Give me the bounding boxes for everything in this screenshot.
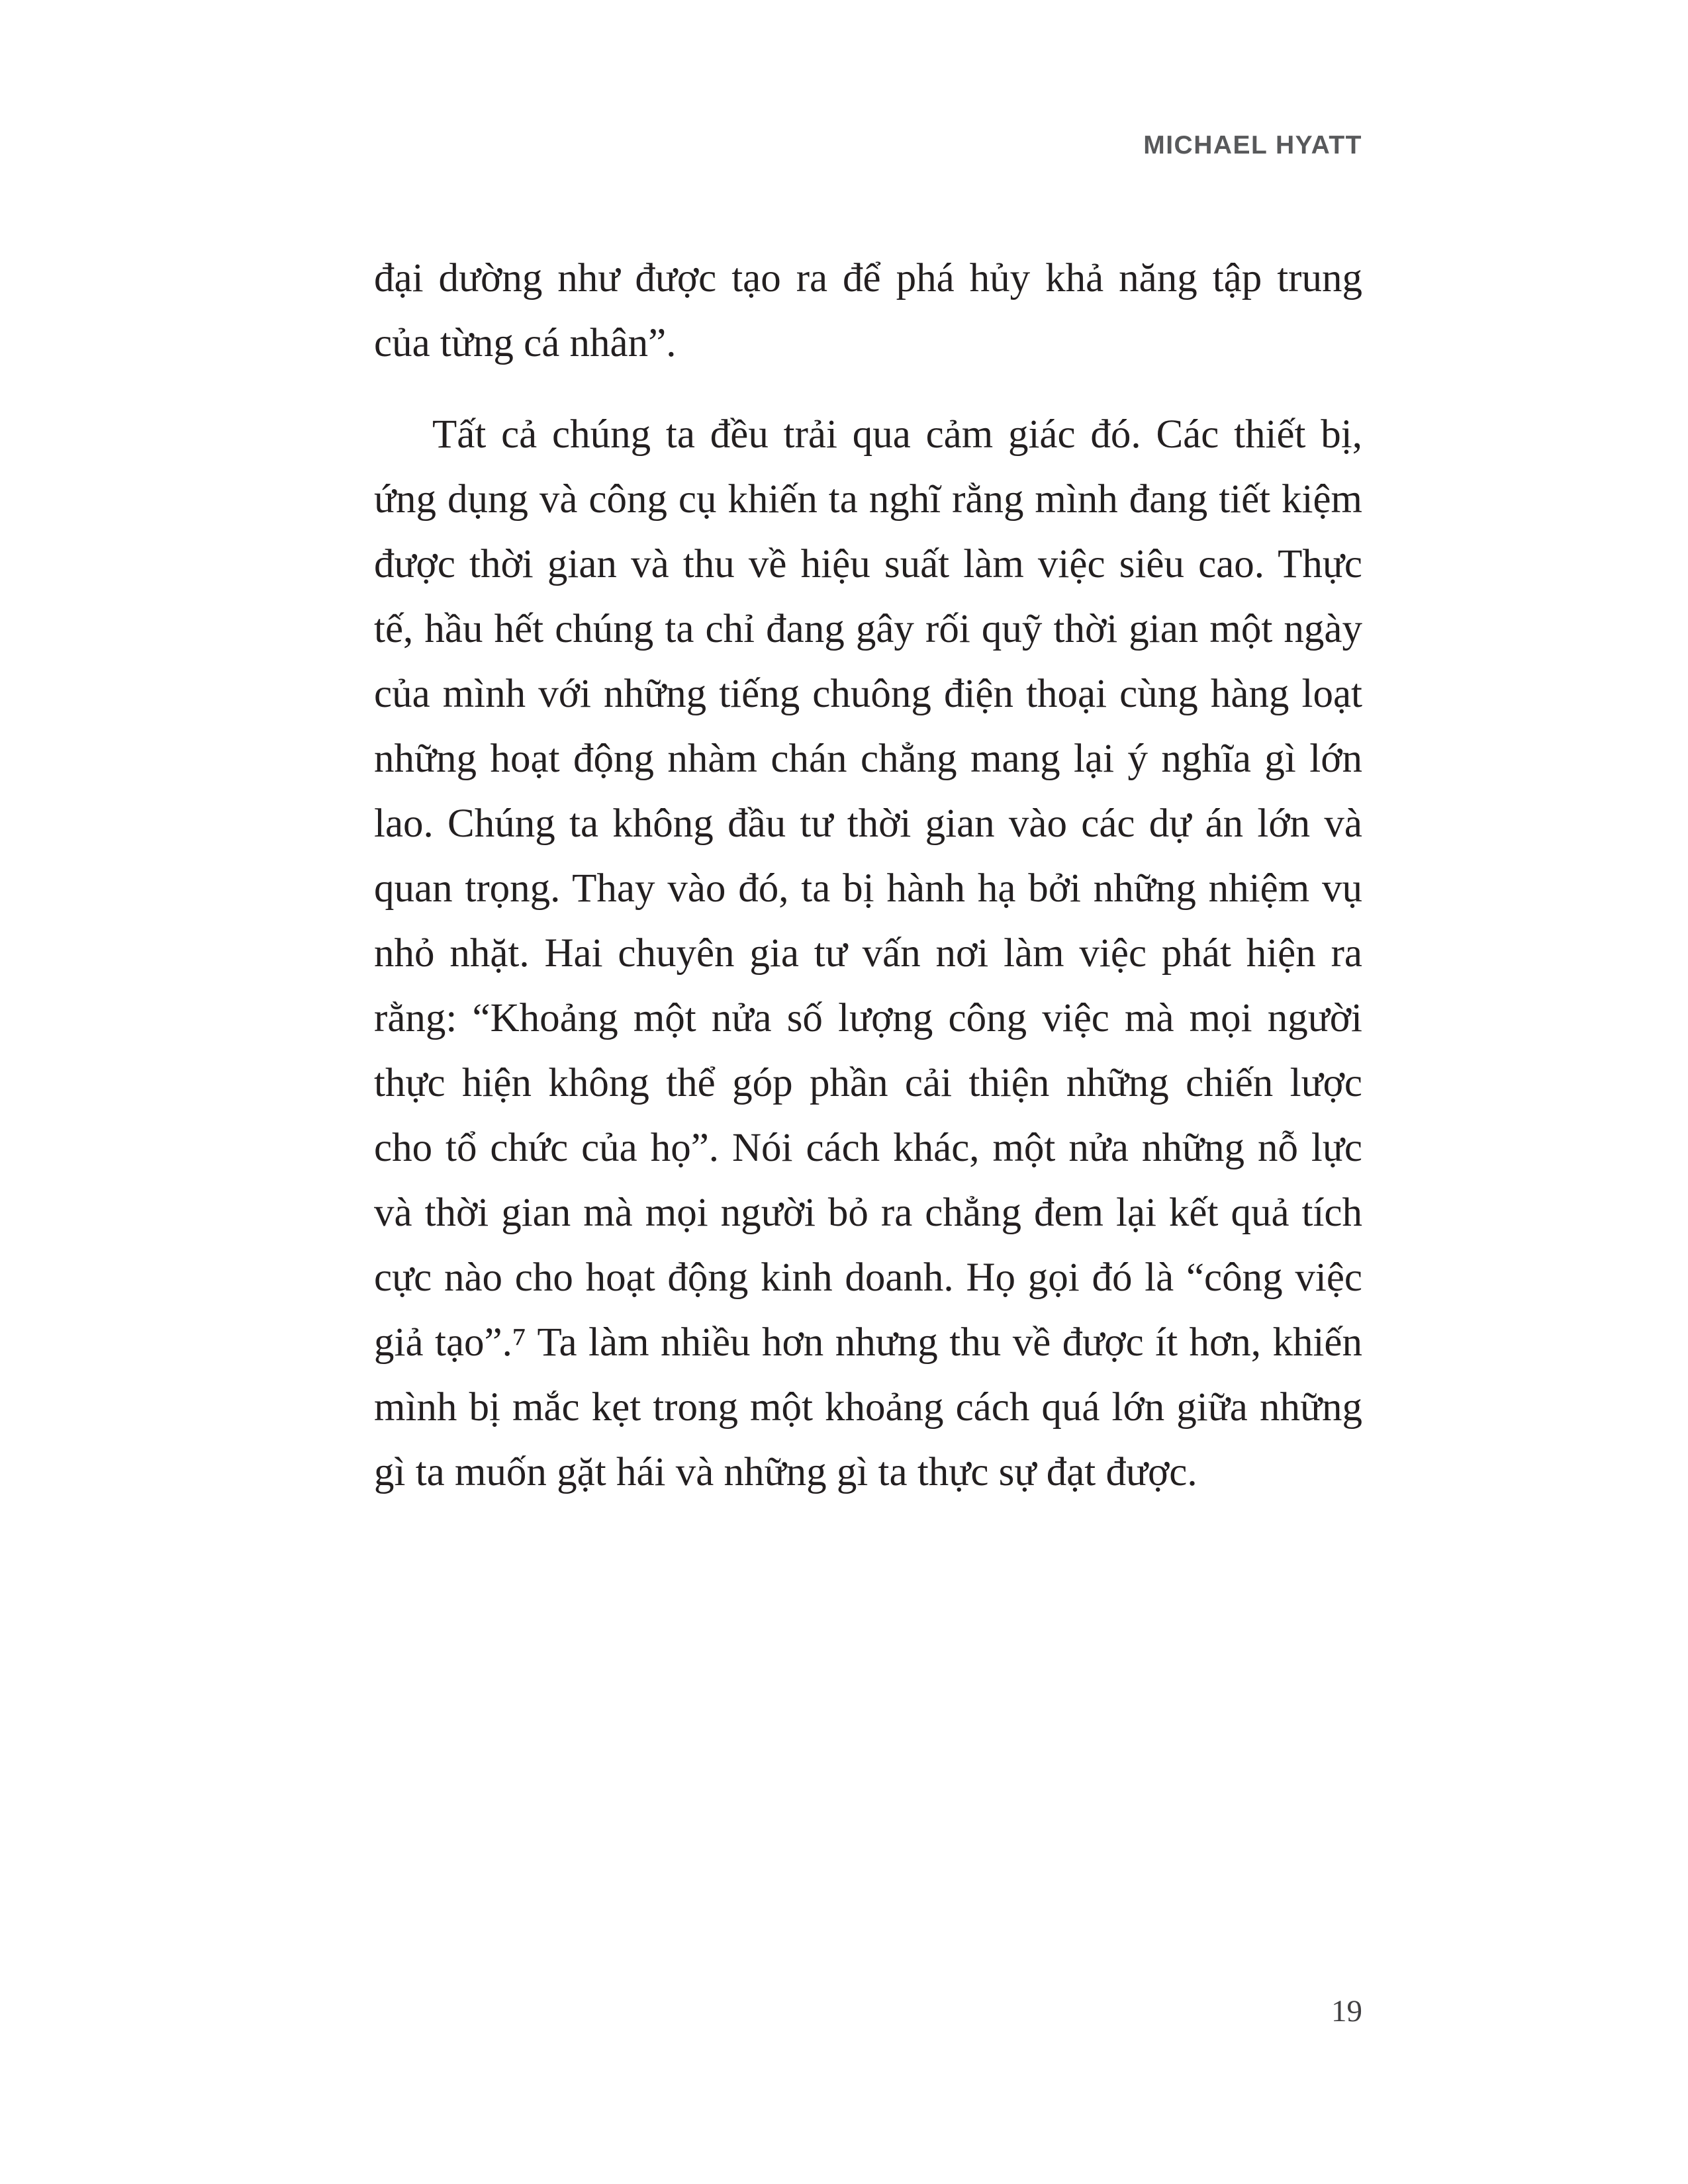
body-text (374, 246, 1362, 1505)
page-number: 19 (1331, 1994, 1362, 2028)
running-head-author: MICHAEL HYATT (1143, 131, 1362, 159)
body-paragraph: đại dường như được tạo ra để phá hủy khả năng tập trung của từng cá nhân”. (374, 256, 1362, 365)
body-paragraph: Tất cả chúng ta đều trải qua cảm giác đó. Các thiết bị, ứng dụng và công cụ khiến ta nghĩ rằng mình đang tiết kiệm được thời gian và thu về hiệu suất làm việc siêu cao. Thực tế, hầu hết chúng ta chỉ đang gây rối quỹ thời gian một ngày của mình với những tiếng chuông điện thoại cùng hàng loạt những hoạt động nhàm chán chẳng mang lại ý nghĩa gì lớn lao. Chúng ta không đầu tư thời gian vào các dự án lớn và quan trọng. Thay vào đó, ta bị hành hạ bởi những nhiệm vụ nhỏ nhặt. Hai chuyên gia tư vấn nơi làm việc phát hiện ra rằng: “Khoảng một nửa số lượng công việc mà mọi người thực hiện không thể góp phần cải thiện những chiến lược cho tổ chức của họ”. Nói cách khác, một nửa những nỗ lực và thời gian mà mọi người bỏ ra chẳng đem lại kết quả tích cực nào cho hoạt động kinh doanh. Họ gọi đó là “công việc giả tạo”.⁷ Ta làm nhiều hơn nhưng thu về được ít hơn, khiến mình bị mắc kẹt trong một khoảng cách quá lớn giữa những gì ta muốn gặt hái và những gì ta thực sự đạt được. (374, 412, 1362, 1494)
